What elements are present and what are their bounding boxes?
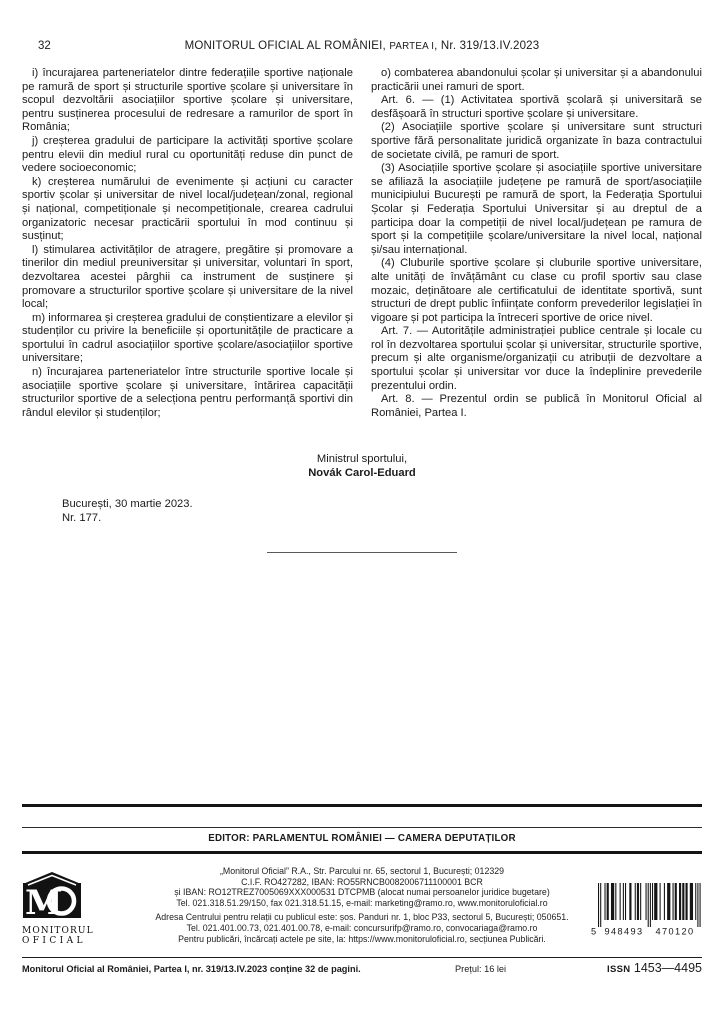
address-line: „Monitorul Oficial” R.A., Str. Parcului nr. 65, sectorul 1, București; 012329 <box>219 866 505 876</box>
ean-barcode <box>588 883 708 942</box>
section-divider <box>267 552 457 553</box>
paragraph-n: n) încurajarea parteneriatelor între structurile sportive locale și asociațiile sportive școlare și universitare, întărirea capacității structurilor sportive de a selecționa pentru performanță sportivi din rândul elevilor și studenților; <box>22 366 353 419</box>
logo-text-oficial: OFICIAL <box>22 936 86 946</box>
price-note: Prețul: 16 lei <box>455 964 507 974</box>
header-title-main: MONITORUL OFICIAL AL ROMÂNIEI, <box>184 40 390 52</box>
barcode-digits-group2: 470120 <box>655 926 695 937</box>
page-number: 32 <box>38 40 51 52</box>
left-column <box>22 67 353 420</box>
paragraph-art6-1: Art. 6. — (1) Activitatea sportivă școlară și universitară se desfășoară în structuri sportive școlare și universitare. <box>371 94 702 120</box>
header-title <box>0 40 724 52</box>
address-line: Tel. 021.318.51.29/150, fax 021.318.51.15, e-mail: marketing@ramo.ro, www.monitoruloficial.ro <box>176 897 548 908</box>
paragraph-m: m) informarea și creșterea gradului de conștientizare a elevilor și studenților cu privire la beneficiile și oportunitățile de practicare a sportului în cadrul asociațiilor sportive școlare/asociațiilor sportive universitare; <box>22 311 353 365</box>
issn <box>607 961 702 975</box>
paragraph-j: j) creșterea gradului de participare la activități sportive școlare pentru elevii din mediul rural cu oportunități reduse din punct de vedere socioeconomic; <box>22 134 353 175</box>
paragraph-k: k) creșterea numărului de evenimente și acțiuni cu caracter sportiv școlar și universitar de nivel local/județean/zonal, regional și național, competiționale și necompetiționale, crearea cadrului organizatoric necesar practicării sportului în mod continuu și susținut; <box>22 175 353 243</box>
footer-top-rule <box>22 804 702 807</box>
signature-name: Novák Carol-Eduard <box>308 467 416 479</box>
mo-logo-monogram-m: M <box>25 883 63 918</box>
address-line: Tel. 021.401.00.73, 021.401.00.78, e-mail: concursurifp@ramo.ro, convocariaga@ramo.ro <box>186 922 538 933</box>
issue-info <box>62 497 193 525</box>
paragraph-i: i) încurajarea parteneriatelor dintre federațiile sportive naționale pe ramură de sport și structurile sportive școlare și universitare în scopul dezvoltării asociațiilor sportive școlare și universitare, pentru susținerea procesului de redresare a ramurilor de sport în România; <box>22 67 353 134</box>
barcode-digits-group1: 948493 <box>604 926 644 937</box>
header-title-issue: , Nr. 319/13.IV.2023 <box>434 40 540 52</box>
paragraph-art8: Art. 8. — Prezentul ordin se publică în Monitorul Oficial al României, Partea I. <box>371 393 702 419</box>
address-line: C.I.F. RO427282, IBAN: RO55RNCB0082006711100001 BCR <box>241 876 483 887</box>
signature-role: Ministrul sportului, <box>316 453 408 465</box>
page-count-note: Monitorul Oficial al României, Partea I, nr. 319/13.IV.2023 conține 32 de pagini. <box>22 964 361 974</box>
issn-value: 1453—4495 <box>633 961 702 975</box>
paragraph-o: o) combaterea abandonului școlar și universitar și a abandonului practicării unei ramuri de sport. <box>371 67 702 93</box>
logo-text-monitorul: MONITORUL <box>22 926 94 936</box>
monitorul-oficial-logo <box>22 872 94 946</box>
publisher-address-block <box>90 866 634 944</box>
paragraph-art6-3: (3) Asociațiile sportive școlare și asociațiile sportive universitare se afiliază la asociațiile județene pe ramură de sport/asociațiile municipiului București pe ramură de sport, la Federația Sportului Școlar și Federația Sportului Universitar și au dreptul de a participa doar la competiții de nivel local/județean pe ramura de sport și la competițiile școlare/universitare la nivel local, național și/sau internațional. <box>371 162 702 256</box>
issue-number: Nr. 177. <box>62 512 102 524</box>
issue-place-date: București, 30 martie 2023. <box>62 498 193 510</box>
body-columns <box>22 67 702 420</box>
footer-bottom-rule <box>22 957 702 958</box>
right-column <box>371 67 702 420</box>
paragraph-art7: Art. 7. — Autoritățile administrației publice centrale și locale cu rol în dezvoltarea sportului școlar și universitar, structurile sportive, precum și alte organisme/organizații cu atribuții de dezvoltare a sportului școlar și universitar vor duce la îndeplinire prevederile prezentului ordin. <box>371 325 702 392</box>
barcode-graphic <box>588 883 708 937</box>
issn-label: ISSN <box>607 964 631 975</box>
barcode-digit-lead: 5 <box>591 926 597 937</box>
header-title-partea: PARTEA I <box>389 41 435 52</box>
paragraph-l: l) stimularea activităților de atragere, pregătire și promovare a tinerilor din mediul preuniversitar și universitar, voluntari în sport, dezvoltarea acestei pârghii ca instrument de susținere și promovare a structurilor sportive școlare și universitare de la nivel local; <box>22 243 353 311</box>
address-line: Adresa Centrului pentru relații cu publicul este: șos. Panduri nr. 1, bloc P33, sectorul 5, București; 050651. <box>155 912 569 923</box>
address-line: și IBAN: RO12TREZ7005069XXX000531 DTCPMB (alocat numai persoanelor juridice bugetare) <box>174 887 550 898</box>
paragraph-art6-4: (4) Cluburile sportive școlare și cluburile sportive universitare, alte unități de învățământ cu clase cu profil sportiv sau clase mozaic, deținătoare ale certificatului de identitate sportivă, sunt structuri de drept public înființate conform prevederilor legislației în vigoare și pot participa la întreceri sportive de orice nivel. <box>371 257 702 324</box>
address-group-2 <box>90 912 634 944</box>
signature-block <box>0 452 724 480</box>
editor-banner <box>22 827 702 854</box>
editor-banner-text: EDITOR: PARLAMENTUL ROMÂNIEI — CAMERA DEPUTAȚILOR <box>208 833 516 844</box>
paragraph-art6-2: (2) Asociațiile sportive școlare și universitare sunt structuri sportive fără personalitate juridică organizate în baza contractului de societate civilă, pe ramuri de sport. <box>371 121 702 161</box>
address-group-1 <box>90 866 634 908</box>
address-line: Pentru publicări, încărcați actele pe site, la: https://www.monitoruloficial.ro, secțiunea Publicări. <box>178 933 546 944</box>
mo-logo-graphic <box>23 872 81 918</box>
